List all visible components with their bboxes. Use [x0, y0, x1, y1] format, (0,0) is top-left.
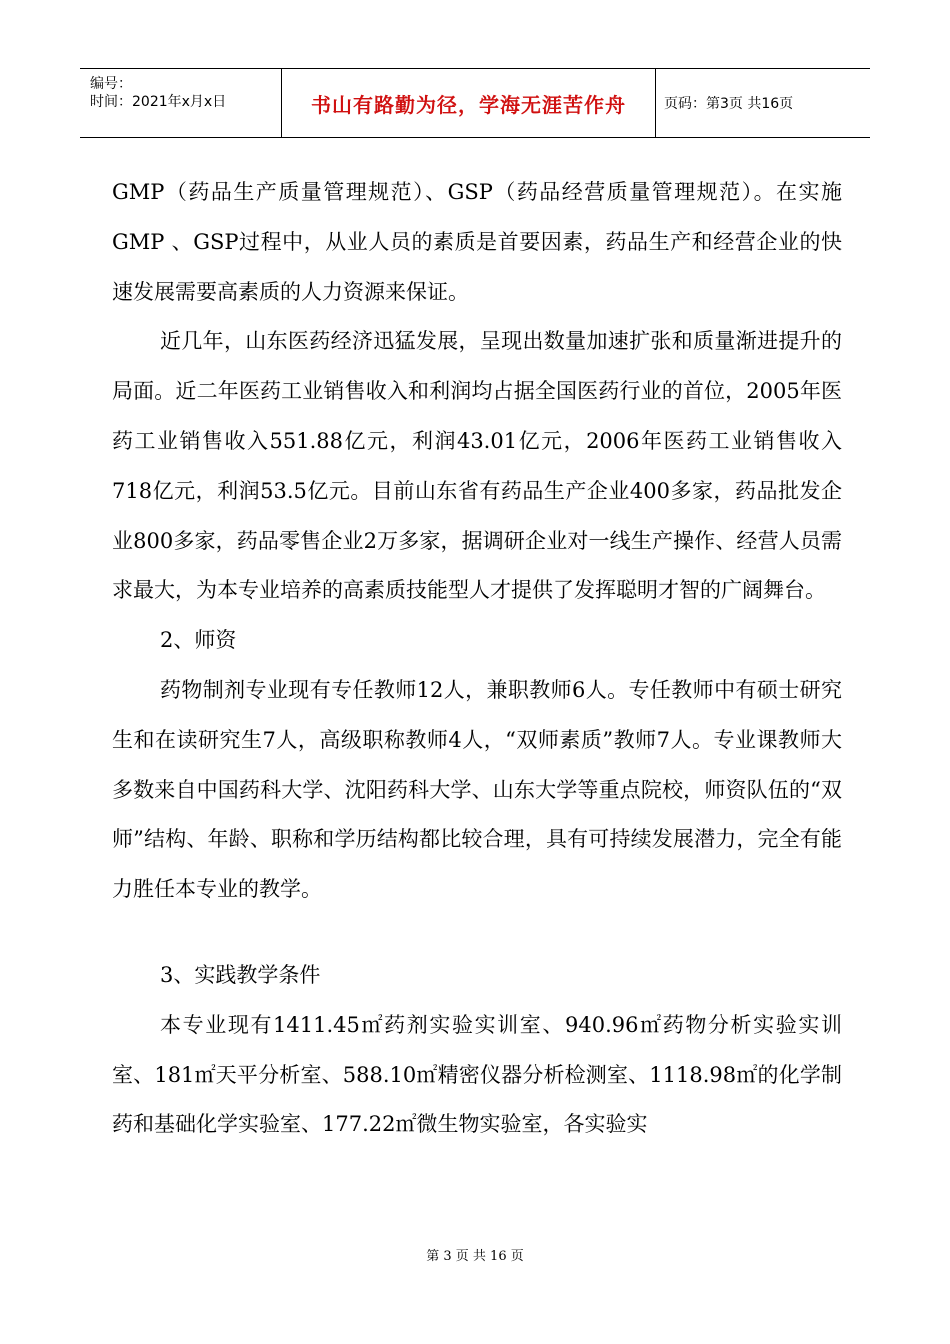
section-heading-practice: 3、实践教学条件	[160, 962, 321, 987]
page-footer: 第 3 页 共 16 页	[426, 1249, 524, 1264]
paragraph-practice-facilities: 本专业现有1411.45㎡药剂实验实训室、940.96㎡药物分析实验实训室、181㎡天平分析室、588.10㎡精密仪器分析检测室、1118.98㎡的化学制药和基础化学实验室、177.22㎡微生物实验室，各实验实	[112, 1012, 842, 1137]
header-motto: 书山有路勤为径，学海无涯苦作舟	[282, 69, 656, 137]
paragraph-gmp-gsp: GMP（药品生产质量管理规范）、GSP（药品经营质量管理规范）。在实施GMP 、GSP过程中，从业人员的素质是首要因素，药品生产和经营企业的快速发展需要高素质的人力资源来保证。	[112, 180, 842, 304]
header-meta	[80, 69, 282, 137]
paragraph-shandong-industry: 近几年，山东医药经济迅猛发展，呈现出数量加速扩张和质量渐进提升的局面。近二年医药工业销售收入和利润均占据全国医药行业的首位，2005年医药工业销售收入551.88亿元，利润43.01亿元，2006年医药工业销售收入718亿元，利润53.5亿元。目前山东省有药品生产企业400多家，药品批发企业800多家，药品零售企业2万多家，据调研企业对一线生产操作、经营人员需求最大，为本专业培养的高素质技能型人才提供了发挥聪明才智的广阔舞台。	[112, 329, 842, 603]
page-header	[80, 68, 870, 138]
header-number: 编号：	[90, 76, 132, 92]
header-page-info: 页码：第3页 共16页	[664, 96, 794, 112]
paragraph-gap	[112, 915, 842, 951]
document-body	[112, 168, 842, 1150]
paragraph-faculty: 药物制剂专业现有专任教师12人，兼职教师6人。专任教师中有硕士研究生和在读研究生7人，高级职称教师4人，“双师素质”教师7人。专业课教师大多数来自中国药科大学、沈阳药科大学、山东大学等重点院校，师资队伍的“双师”结构、年龄、职称和学历结构都比较合理，具有可持续发展潜力，完全有能力胜任本专业的教学。	[112, 677, 842, 902]
section-heading-faculty: 2、师资	[160, 628, 237, 653]
header-time: 时间：2021年x月x日	[90, 94, 227, 110]
